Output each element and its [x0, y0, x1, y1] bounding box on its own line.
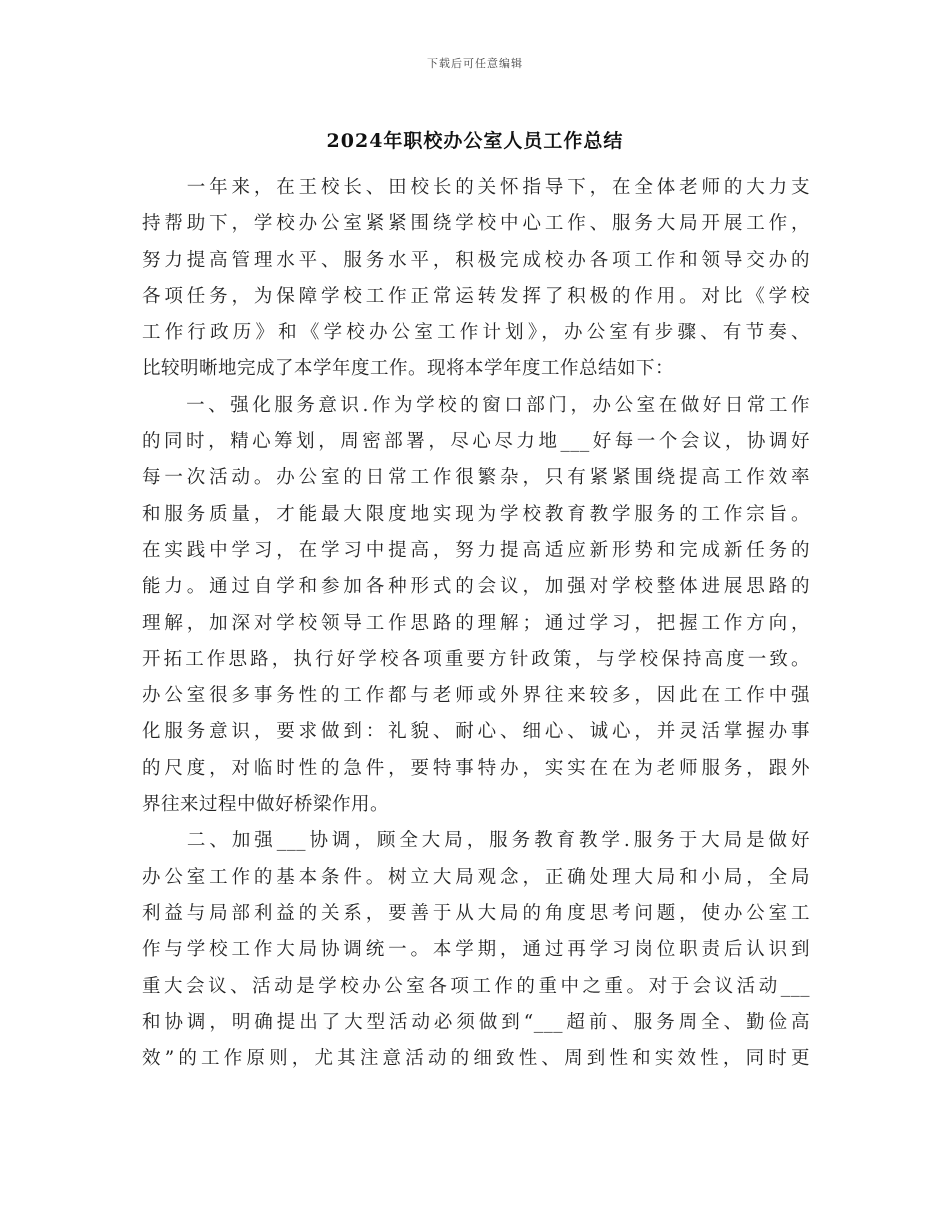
text-line: 努力提高管理水平、服务水平，积极完成校办各项工作和领导交办的: [142, 249, 810, 271]
text-line: 每一次活动。办公室的日常工作很繁杂，只有紧紧围绕提高工作效率: [142, 467, 810, 489]
text-line: 一年来，在王校长、田校长的关怀指导下，在全体老师的大力支: [142, 177, 810, 198]
text-line: 办公室很多事务性的工作都与老师或外界往来较多，因此在工作中强: [142, 685, 810, 707]
document-body: [142, 170, 810, 1077]
text-line: 界往来过程中做好桥梁作用。: [142, 794, 390, 816]
text-line: 和服务质量，才能最大限度地实现为学校教育教学服务的工作宗旨。: [142, 503, 810, 525]
text-line: 持帮助下，学校办公室紧紧围绕学校中心工作、服务大局开展工作，: [142, 213, 810, 235]
text-line: 能力。通过自学和参加各种形式的会议，加强对学校整体进展思路的: [142, 576, 810, 598]
text-line: 的尺度，对临时性的急件，要特事特办，实实在在为老师服务，跟外: [142, 757, 810, 779]
text-line: 各项任务，为保障学校工作正常运转发挥了积极的作用。对比《学校: [142, 285, 810, 307]
text-line: 一、强化服务意识.作为学校的窗口部门，办公室在做好日常工作: [142, 394, 810, 416]
text-line: 在实践中学习，在学习中提高，努力提高适应新形势和完成新任务的: [142, 539, 810, 561]
text-line: 效”的工作原则，尤其注意活动的细致性、周到性和实效性，同时更: [142, 1048, 810, 1070]
text-line: 二、加强___协调，顾全大局，服务教育教学.服务于大局是做好: [142, 830, 810, 852]
document-title: 2024年职校办公室人员工作总结: [326, 130, 624, 152]
text-line: 和协调，明确提出了大型活动必须做到“___超前、服务周全、勤俭高: [142, 1011, 810, 1033]
text-line: 办公室工作的基本条件。树立大局观念，正确处理大局和小局，全局: [142, 866, 810, 888]
text-line: 利益与局部利益的关系，要善于从大局的角度思考问题，使办公室工: [142, 902, 810, 924]
header-note: 下载后可任意编辑: [427, 57, 523, 70]
text-line: 比较明晰地完成了本学年度工作。现将本学年度工作总结如下：: [142, 358, 675, 380]
text-line: 作与学校工作大局协调统一。本学期，通过再学习岗位职责后认识到: [142, 939, 810, 961]
text-line: 的同时，精心筹划，周密部署，尽心尽力地___好每一个会议，协调好: [142, 431, 810, 453]
text-line: 化服务意识，要求做到：礼貌、耐心、细心、诚心，并灵活掌握办事: [142, 721, 810, 743]
text-line: 理解，加深对学校领导工作思路的理解；通过学习，把握工作方向，: [142, 612, 810, 634]
text-line: 开拓工作思路，执行好学校各项重要方针政策，与学校保持高度一致。: [142, 648, 810, 670]
text-line: 工作行政历》和《学校办公室工作计划》，办公室有步骤、有节奏、: [142, 322, 810, 344]
text-line: 重大会议、活动是学校办公室各项工作的重中之重。对于会议活动___: [142, 975, 810, 997]
